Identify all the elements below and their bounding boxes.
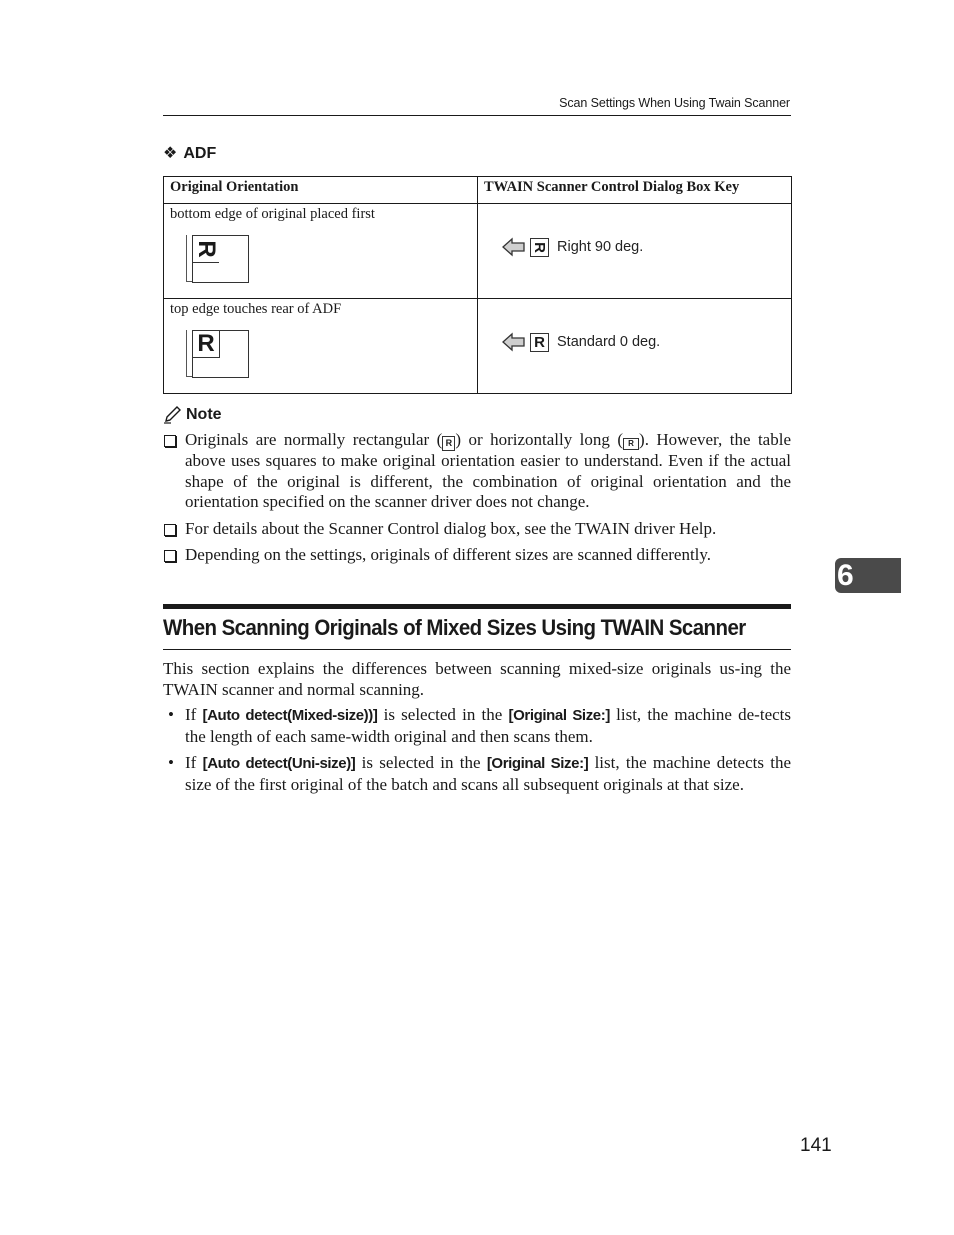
note-title (163, 406, 222, 424)
orientation-table (163, 176, 792, 394)
adf-heading (163, 143, 216, 163)
ui-key-label: [Original Size:] (486, 755, 589, 772)
pencil-icon (163, 406, 182, 424)
upright-r-glyph: R (193, 331, 220, 358)
section-title: When Scanning Originals of Mixed Sizes Using TWAIN Scanner (163, 615, 746, 640)
dialog-key-cell (478, 299, 792, 394)
ui-key-label: [Original Size:] (508, 707, 610, 724)
note-item: Depending on the settings, originals of different sizes are scanned differently. (163, 545, 791, 566)
orientation-label: bottom edge of original placed first (170, 206, 375, 222)
chapter-tab: 6 (835, 558, 901, 593)
bullet-icon: • (168, 753, 174, 772)
header-rule (163, 115, 791, 116)
note-title-text: Note (186, 406, 222, 423)
running-header: Scan Settings When Using Twain Scanner (559, 96, 790, 110)
ui-key-label: [Auto detect(Mixed-size))] (202, 707, 378, 724)
column-header-orientation: Original Orientation (164, 177, 478, 204)
rotated-r-glyph: R (192, 236, 219, 263)
checkbox-icon (164, 550, 176, 562)
upright-r-icon: R (530, 333, 549, 352)
original-document-figure (186, 235, 248, 283)
note-item: For details about the Scanner Control dialog box, see the TWAIN driver Help. (163, 519, 791, 540)
diamond-icon: ❖ (163, 145, 178, 162)
dialog-key-label: Standard 0 deg. (557, 334, 661, 350)
portrait-original-icon: R (442, 436, 455, 451)
bullet-item: • If [Auto detect(Mixed-size))] is selected in the [Original Size:] list, the machine de-tects the length of each same-width original and then scans them. (168, 705, 792, 746)
dialog-key-cell (478, 204, 792, 299)
rotated-r-icon: R (530, 238, 549, 257)
checkbox-icon (164, 435, 176, 447)
table-row (164, 299, 792, 394)
orientation-label: top edge touches rear of ADF (170, 301, 342, 317)
landscape-original-icon: R (623, 438, 639, 450)
section-intro: This section explains the differences between scanning mixed-size originals us-ing the TWAIN scanner and normal scanning. (163, 659, 791, 699)
note-list (163, 430, 791, 572)
section-bullets (163, 705, 791, 801)
dialog-key-standard-0 (502, 332, 660, 352)
left-arrow-icon (502, 332, 526, 352)
left-arrow-icon (502, 237, 526, 257)
checkbox-icon (164, 524, 176, 536)
orientation-cell (164, 204, 478, 299)
column-header-dialog-key: TWAIN Scanner Control Dialog Box Key (478, 177, 792, 204)
adf-heading-text: ADF (183, 145, 217, 162)
note-item: Originals are normally rectangular ( R ) or horizontally long ( R ). However, the table above uses squares to make original orientation easier to understand. Even if the actual shape of the original is different, the combination of original orientation and the orientation specified on the scanner driver does not change. (163, 430, 791, 513)
dialog-key-label: Right 90 deg. (557, 239, 644, 255)
table-row (164, 204, 792, 299)
bullet-icon: • (168, 705, 174, 724)
dialog-key-right-90 (502, 237, 643, 257)
page-number: 141 (800, 1135, 832, 1156)
section-rule-bottom (163, 649, 791, 650)
orientation-cell (164, 299, 478, 394)
section-rule-top (163, 604, 791, 609)
ui-key-label: [Auto detect(Uni-size)] (202, 755, 356, 772)
original-document-figure (186, 330, 248, 378)
table-header-row (164, 177, 792, 204)
bullet-item: • If [Auto detect(Uni-size)] is selected in the [Original Size:] list, the machine detects the size of the first original of the batch and scans all subsequent originals at that size. (168, 753, 791, 794)
